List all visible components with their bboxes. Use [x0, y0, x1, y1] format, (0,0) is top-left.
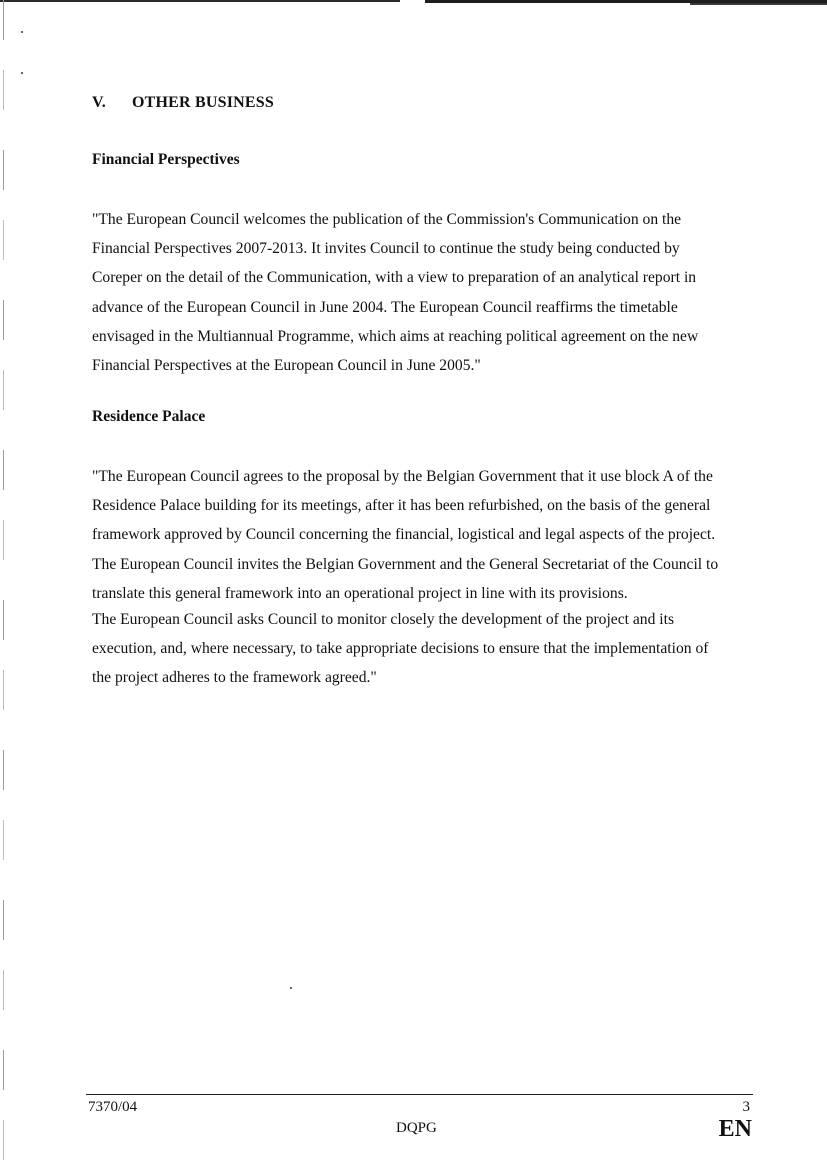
paragraph-line: Financial Perspectives at the European Council in June 2005."	[92, 357, 481, 375]
scan-speck	[290, 987, 292, 989]
paragraph-line: translate this general framework into an operational project in line with its provisions.	[92, 584, 628, 602]
paragraph-line: Residence Palace building for its meetings, after it has been refurbished, on the basis of the general	[92, 497, 711, 515]
residence-palace-paragraph-1	[92, 462, 762, 608]
page-number: 3	[742, 1099, 750, 1115]
paragraph-line: advance of the European Council in June 2004. The European Council reaffirms the timetable	[92, 298, 678, 316]
footer-divider	[86, 1094, 753, 1095]
paragraph-line: envisaged in the Multiannual Programme, which aims at reaching political agreement on the new	[92, 327, 699, 345]
paragraph-line: the project adheres to the framework agreed."	[92, 669, 377, 687]
paragraph-line: The European Council asks Council to monitor closely the development of the project and its	[92, 611, 675, 628]
department-code: DQPG	[396, 1120, 437, 1136]
scan-top-edge	[0, 0, 827, 6]
residence-palace-paragraph-2	[92, 605, 762, 693]
paragraph-line: Coreper on the detail of the Communication, with a view to preparation of an analytical report in	[92, 269, 697, 287]
paragraph-line: Financial Perspectives 2007-2013. It invites Council to continue the study being conducted by	[92, 240, 680, 258]
paragraph-line: "The European Council welcomes the publication of the Commission's Communication on the	[92, 211, 682, 228]
scan-speck	[21, 31, 23, 33]
section-number: V.	[92, 94, 106, 111]
section-heading	[92, 94, 274, 112]
paragraph-line: "The European Council agrees to the proposal by the Belgian Government that it use block A of the	[92, 468, 713, 485]
financial-perspectives-heading: Financial Perspectives	[92, 151, 240, 168]
section-title: OTHER BUSINESS	[132, 94, 274, 111]
paragraph-line: The European Council invites the Belgian Government and the General Secretariat of the Council to	[92, 555, 719, 573]
language-code: EN	[718, 1116, 752, 1142]
residence-palace-heading: Residence Palace	[92, 408, 206, 425]
scan-speck	[21, 72, 23, 74]
scan-left-edge	[3, 0, 4, 1163]
paragraph-line: execution, and, where necessary, to take appropriate decisions to ensure that the implementation of	[92, 640, 709, 658]
financial-perspectives-paragraph	[92, 205, 762, 380]
paragraph-line: framework approved by Council concerning the financial, logistical and legal aspects of the project.	[92, 526, 716, 544]
document-number: 7370/04	[88, 1099, 138, 1115]
